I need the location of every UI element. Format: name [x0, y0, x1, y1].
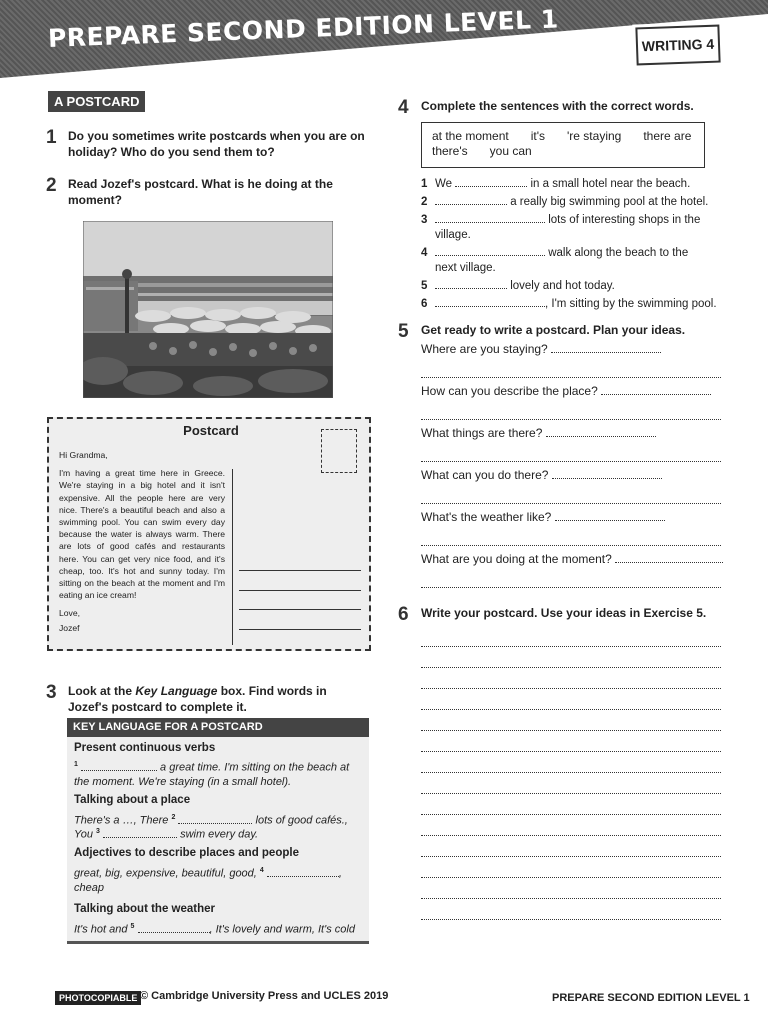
address-line	[239, 629, 361, 630]
plan-question: What things are there?	[421, 426, 656, 440]
page-title: PREPARE SECOND EDITION LEVEL 1	[47, 4, 560, 53]
writing-line[interactable]	[421, 898, 721, 899]
exercise-6-number: 6	[398, 604, 409, 625]
writing-line[interactable]	[421, 709, 721, 710]
key-line: $^1$ a great time. I'm sitting on the beach at the moment. We're staying (in a small hotel).	[74, 761, 350, 788]
sentence: 4 walk along the beach to the next village.	[421, 247, 689, 274]
postcard-message	[59, 449, 225, 634]
answer-blank[interactable]	[546, 427, 656, 437]
photocopiable-badge: PHOTOCOPIABLE	[55, 991, 141, 1005]
writing-line[interactable]	[421, 877, 721, 878]
answer-blank[interactable]	[601, 385, 711, 395]
key-language-title: KEY LANGUAGE FOR A POSTCARD	[67, 718, 369, 737]
exercise-4-number: 4	[398, 97, 409, 118]
postcard-greeting: Hi Grandma,	[59, 450, 108, 460]
key-heading: Adjectives to describe places and people	[74, 847, 299, 859]
key-line: great, big, expensive, beautiful, good, $^4$ , cheap	[74, 867, 342, 894]
answer-blank[interactable]	[435, 213, 545, 223]
plan-question: What's the weather like?	[421, 510, 665, 524]
exercise-3-text: Look at the Key Language box. Find words in Jozef's postcard to complete it.	[68, 684, 327, 714]
answer-blank[interactable]	[435, 297, 545, 307]
answer-blank[interactable]	[435, 279, 507, 289]
writing-line[interactable]	[421, 793, 721, 794]
key-heading: Talking about a place	[74, 794, 191, 806]
writing-line[interactable]	[421, 814, 721, 815]
writing-line[interactable]	[421, 835, 721, 836]
address-line	[239, 609, 361, 610]
writing-line[interactable]	[421, 377, 721, 378]
exercise-2-text: Read Jozef's postcard. What is he doing at the moment?	[68, 177, 333, 207]
writing-line[interactable]	[421, 772, 721, 773]
sentence: 5 lovely and hot today.	[421, 280, 615, 292]
stamp-placeholder	[321, 429, 357, 473]
postcard-body: I'm having a great time here in Greece. We're staying in a big hotel and it isn't expensive. All the people here are very nice. There's a beautiful beach and also a swimming pool. You can swim every day because the water is always warm. There are lots of good cafés and restaurants here. You can get very nice food, and it's cheap, too. It's hot and sunny today. I'm sitting on the beach at the moment and I'm eating an ice cream!	[59, 468, 225, 601]
key-heading: Present continuous verbs	[74, 742, 216, 754]
writing-line[interactable]	[421, 545, 721, 546]
postcard-divider	[232, 469, 233, 645]
writing-line[interactable]	[421, 688, 721, 689]
beach-photo	[83, 221, 333, 398]
writing-line[interactable]	[421, 419, 721, 420]
word-option: you can	[489, 144, 532, 158]
answer-blank[interactable]	[555, 511, 665, 521]
answer-blank[interactable]	[455, 177, 527, 187]
answer-blank[interactable]	[81, 761, 157, 771]
answer-blank[interactable]	[178, 814, 252, 824]
key-language-box	[67, 718, 369, 944]
key-heading: Talking about the weather	[74, 903, 215, 915]
postcard-signature: Jozef	[59, 622, 80, 633]
word-option: there are	[643, 129, 692, 143]
word-option: there's	[432, 144, 468, 158]
writing-line[interactable]	[421, 751, 721, 752]
key-line: You $^3$ swim every day.	[74, 828, 259, 841]
writing-line[interactable]	[421, 667, 721, 668]
answer-blank[interactable]	[551, 343, 661, 353]
postcard-closing: Love,	[59, 608, 81, 619]
address-line	[239, 570, 361, 571]
word-box	[421, 122, 705, 168]
key-line: It's hot and $^5$ , It's lovely and warm, It's cold	[74, 923, 355, 936]
sentence: 1 We in a small hotel near the beach.	[421, 178, 691, 190]
writing-line[interactable]	[421, 919, 721, 920]
writing-line[interactable]	[421, 730, 721, 731]
word-option: it's	[530, 129, 546, 143]
postcard	[47, 417, 371, 651]
address-line	[239, 590, 361, 591]
answer-blank[interactable]	[615, 553, 723, 563]
word-option: 're staying	[567, 129, 622, 143]
answer-blank[interactable]	[435, 195, 507, 205]
writing-line[interactable]	[421, 461, 721, 462]
plan-question: What can you do there?	[421, 468, 662, 482]
section-label: A POSTCARD	[48, 91, 145, 112]
writing-line[interactable]	[421, 646, 721, 647]
answer-blank[interactable]	[103, 828, 177, 838]
exercise-3-number: 3	[46, 682, 57, 703]
exercise-5-text: Get ready to write a postcard. Plan your ideas.	[421, 323, 686, 337]
exercise-4-text: Complete the sentences with the correct words.	[421, 99, 694, 113]
word-option: at the moment	[432, 129, 509, 143]
writing-line[interactable]	[421, 856, 721, 857]
answer-blank[interactable]	[267, 867, 339, 877]
plan-question: How can you describe the place?	[421, 384, 711, 398]
answer-blank[interactable]	[435, 246, 545, 256]
sentence: 6 , I'm sitting by the swimming pool.	[421, 298, 717, 310]
exercise-1-text: Do you sometimes write postcards when you are on holiday? Who do you send them to?	[68, 129, 365, 159]
copyright-text: © Cambridge University Press and UCLES 2019	[140, 990, 389, 1002]
key-line: There's a …, There $^2$ lots of good cafés.,	[74, 814, 348, 827]
plan-question: Where are you staying?	[421, 342, 661, 356]
writing-line[interactable]	[421, 503, 721, 504]
plan-question: What are you doing at the moment?	[421, 552, 723, 566]
sentence: 2 a really big swimming pool at the hotel.	[421, 196, 709, 208]
writing-badge: WRITING 4	[635, 25, 720, 66]
writing-line[interactable]	[421, 587, 721, 588]
exercise-1-number: 1	[46, 127, 57, 148]
postcard-title: Postcard	[183, 423, 239, 438]
sentence: 3 lots of interesting shops in the village.	[421, 214, 701, 241]
answer-blank[interactable]	[138, 923, 210, 933]
exercise-6-text: Write your postcard. Use your ideas in Exercise 5.	[421, 606, 707, 620]
answer-blank[interactable]	[552, 469, 662, 479]
exercise-2-number: 2	[46, 175, 57, 196]
exercise-5-number: 5	[398, 321, 409, 342]
footer-level: PREPARE SECOND EDITION LEVEL 1	[552, 992, 750, 1004]
